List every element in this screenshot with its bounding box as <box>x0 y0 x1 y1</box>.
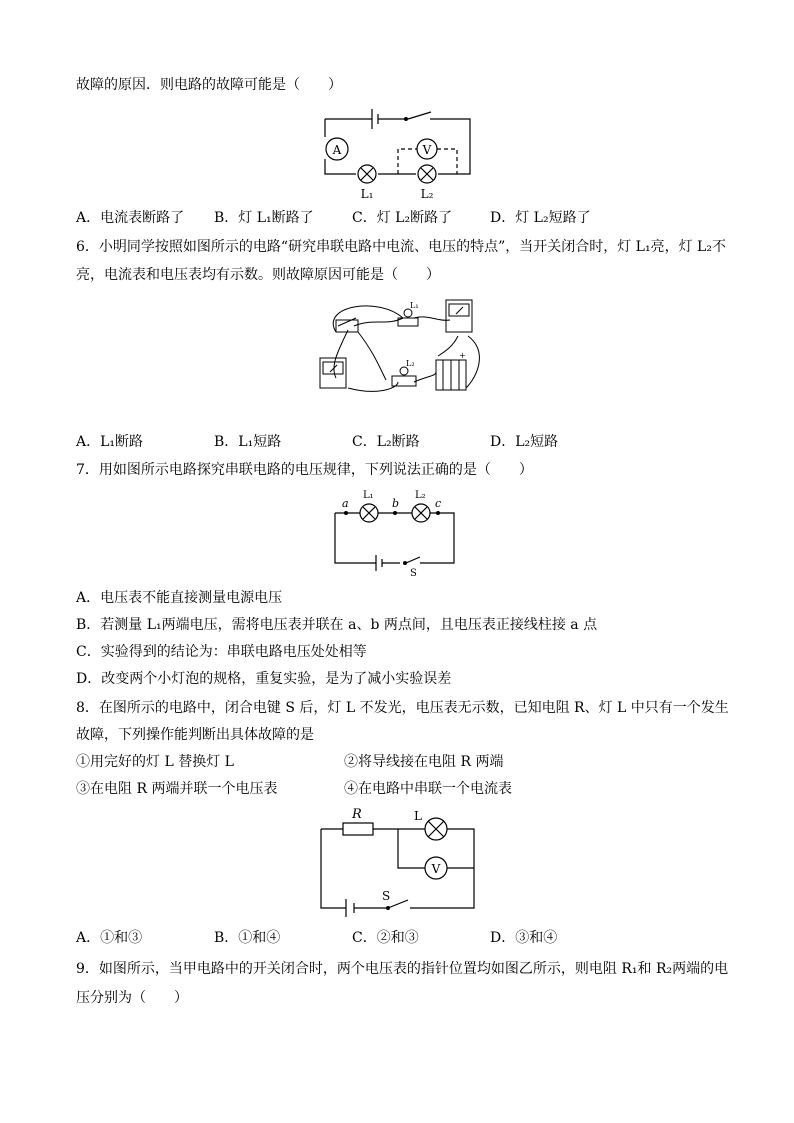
lamp-label: L <box>414 809 422 823</box>
voltmeter-label: V <box>431 862 441 876</box>
question-6-stem-line-1: 6．小明同学按照如图所示的电路“研究串联电路中电流、电压的特点”，当开关闭合时，灯 L₁亮，灯 L₂不 <box>76 239 726 255</box>
option-c: C．实验得到的结论为：串联电路电压处处相等 <box>76 644 367 660</box>
lamp-l2-label: L₂ <box>420 187 434 201</box>
option-b: B．①和④ <box>214 930 281 946</box>
lamp-l2-label: L₂ <box>415 490 426 501</box>
option-a: A．L₁断路 <box>76 434 144 450</box>
operation-2: ②将导线接在电阻 R 两端 <box>344 754 504 770</box>
option-a: A．电压表不能直接测量电源电压 <box>76 590 283 606</box>
question-5-circuit-diagram <box>320 102 480 202</box>
question-6-apparatus-figure <box>318 296 486 396</box>
apparatus-lamp-l1-label: L₁ <box>410 301 419 310</box>
lamp-l1-label: L₁ <box>363 490 374 501</box>
option-a: A．①和③ <box>76 930 143 946</box>
lamp-l1-label: L₁ <box>360 187 374 201</box>
voltmeter-label: V <box>422 143 432 157</box>
option-c: C．②和③ <box>352 930 419 946</box>
question-7-stem: 7．用如图所示电路探究串联电路的电压规律，下列说法正确的是（ ） <box>76 462 533 478</box>
option-b: B．L₁短路 <box>214 434 282 450</box>
option-b: B．灯 L₁断路了 <box>214 210 314 226</box>
battery-plus-label: + <box>459 351 466 360</box>
switch-label: S <box>410 568 417 579</box>
apparatus-lamp-l2-label: L₂ <box>406 359 415 368</box>
point-b-label: b <box>392 497 400 510</box>
question-9-stem-line-2: 压分别为（ ） <box>76 990 188 1006</box>
question-8-stem-line-2: 故障，下列操作能判断出具体故障的是 <box>76 727 314 743</box>
operation-1: ①用完好的灯 L 替换灯 L <box>76 754 234 770</box>
option-d: D．L₂短路 <box>490 434 559 450</box>
option-a: A．电流表断路了 <box>76 210 185 226</box>
question-7-circuit-diagram <box>330 486 460 579</box>
option-d: D．③和④ <box>490 930 558 946</box>
question-8-circuit-diagram <box>318 808 478 918</box>
operation-3: ③在电阻 R 两端并联一个电压表 <box>76 781 278 797</box>
question-5-stem-tail: 故障的原因．则电路的故障可能是（ ） <box>76 77 342 93</box>
option-b: B．若测量 L₁两端电压，需将电压表并联在 a、b 两点间，且电压表正接线柱接 a 点 <box>76 617 598 633</box>
question-9-stem-line-1: 9．如图所示，当甲电路中的开关闭合时，两个电压表的指针位置均如图乙所示，则电阻 R₁和 R₂两端的电 <box>76 961 729 977</box>
point-a-label: a <box>342 497 349 510</box>
ammeter-label: A <box>332 143 342 157</box>
question-8-stem-line-1: 8．在图所示的电路中，闭合电键 S 后，灯 L 不发光，电压表无示数，已知电阻 R、灯 L 中只有一个发生 <box>76 700 729 716</box>
switch-label: S <box>382 889 391 903</box>
option-c: C．L₂断路 <box>352 434 420 450</box>
option-d: D．改变两个小灯泡的规格，重复实验，是为了减小实验误差 <box>76 671 452 687</box>
question-6-stem-line-2: 亮，电流表和电压表均有示数。则故障原因可能是（ ） <box>76 267 440 283</box>
resistor-label: R <box>352 807 362 822</box>
option-c: C．灯 L₂断路了 <box>352 210 453 226</box>
option-d: D．灯 L₂短路了 <box>490 210 591 226</box>
operation-4: ④在电路中串联一个电流表 <box>344 781 512 797</box>
point-c-label: c <box>435 497 442 510</box>
